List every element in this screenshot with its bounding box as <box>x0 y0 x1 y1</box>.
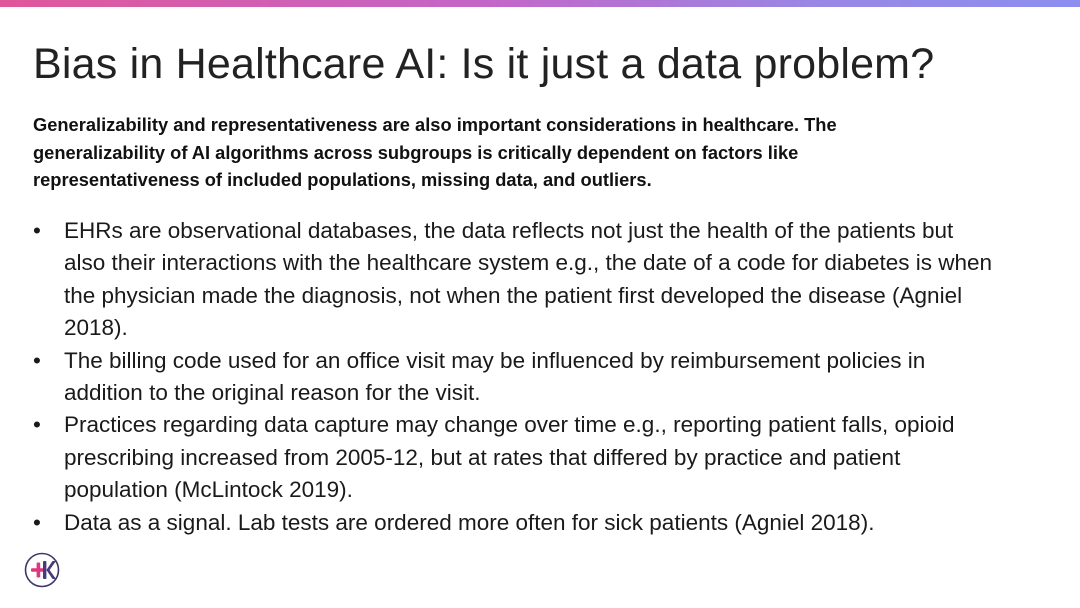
accent-bar <box>0 0 1080 7</box>
k-plus-logo-icon <box>24 552 60 588</box>
bullet-list <box>33 215 993 539</box>
slide-title: Bias in Healthcare AI: Is it just a data problem? <box>33 40 935 88</box>
bullet-item <box>33 345 993 410</box>
slide-subtitle: Generalizability and representativeness are also important considerations in healthcare. The generalizability of AI algorithms across subgroups is critically dependent on factors like representativeness of included populations, missing data, and outliers. <box>33 114 837 190</box>
bullet-text: EHRs are observational databases, the data reflects not just the health of the patients but also their interactions with the healthcare system e.g., the date of a code for diabetes is when the physician made the diagnosis, not when the patient first developed the disease (Agniel 2018). <box>64 218 993 341</box>
bullet-text: Data as a signal. Lab tests are ordered more often for sick patients (Agniel 2018). <box>64 509 875 535</box>
bullet-item <box>33 507 993 539</box>
bullet-marker: • <box>33 347 41 373</box>
bullet-text: Practices regarding data capture may change over time e.g., reporting patient falls, opioid prescribing increased from 2005-12, but at rates that differed by practice and patient population (McLintock 2019). <box>64 412 955 503</box>
bullet-marker: • <box>33 412 41 438</box>
bullet-item <box>33 409 993 506</box>
bullet-text: The billing code used for an office visit may be influenced by reimbursement policies in addition to the original reason for the visit. <box>64 347 926 406</box>
bullet-marker: • <box>33 218 41 243</box>
bullet-marker: • <box>33 509 41 535</box>
bullet-item <box>33 215 993 345</box>
